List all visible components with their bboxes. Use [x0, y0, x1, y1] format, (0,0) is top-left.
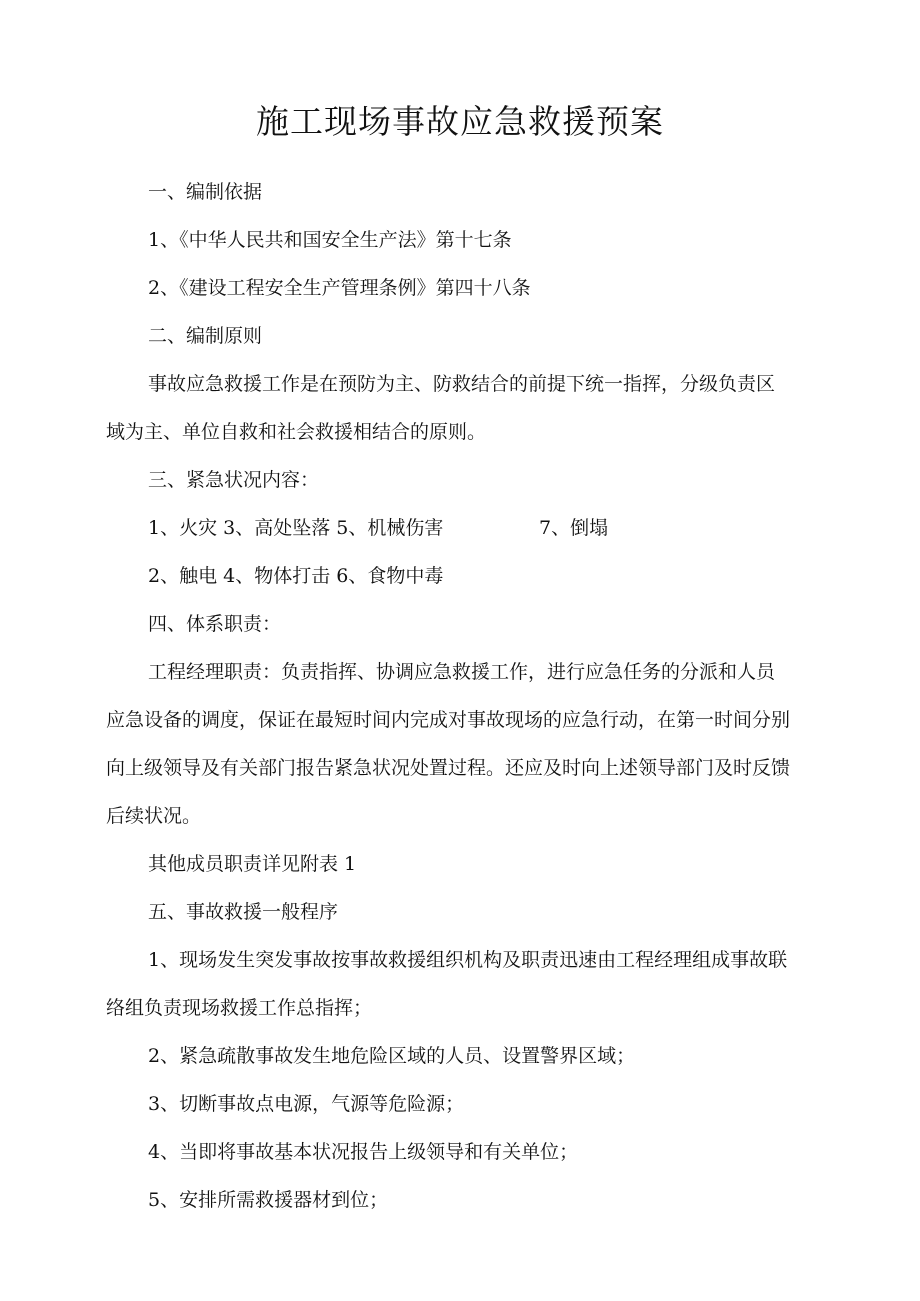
- duty-para-line-4: 后续状况。: [106, 805, 202, 827]
- procedure-item-5: 5、安排所需救援器材到位；: [148, 1189, 389, 1211]
- section-4-heading: 四、体系职责：: [148, 613, 282, 635]
- section-5-heading: 五、事故救援一般程序: [148, 901, 339, 923]
- duty-para-line-1: 工程经理职责：负责指挥、协调应急救援工作，进行应急任务的分派和人员: [148, 661, 776, 683]
- procedure-item-2: 2、紧急疏散事故发生地危险区域的人员、设置警界区域；: [148, 1045, 636, 1067]
- document-title: 施工现场事故应急救援预案: [256, 102, 664, 141]
- procedure-item-1-line-2: 络组负责现场救援工作总指挥；: [106, 997, 373, 1019]
- duty-para-line-2: 应急设备的调度，保证在最短时间内完成对事故现场的应急行动，在第一时间分别: [106, 709, 791, 731]
- basis-item-1: 1、《中华人民共和国安全生产法》第十七条: [148, 229, 512, 251]
- procedure-item-3: 3、切断事故点电源，气源等危险源；: [148, 1093, 465, 1115]
- principle-para-line-2: 域为主、单位自救和社会救援相结合的原则。: [106, 421, 487, 443]
- emergency-row-1-right: 7、倒塌: [539, 517, 609, 539]
- basis-item-2: 2、《建设工程安全生产管理条例》第四十八条: [148, 277, 531, 299]
- section-3-heading: 三、紧急状况内容：: [148, 469, 320, 491]
- section-1-heading: 一、编制依据: [148, 181, 263, 203]
- other-members-note: 其他成员职责详见附表 1: [148, 853, 357, 875]
- duty-para-line-3: 向上级领导及有关部门报告紧急状况处置过程。还应及时向上述领导部门及时反馈: [106, 757, 791, 779]
- emergency-row-1-left: 1、火灾 3、高处坠落 5、机械伤害: [148, 517, 444, 539]
- section-2-heading: 二、编制原则: [148, 325, 263, 347]
- emergency-row-2: 2、触电 4、物体打击 6、食物中毒: [148, 565, 444, 587]
- principle-para-line-1: 事故应急救援工作是在预防为主、防救结合的前提下统一指挥，分级负责区: [148, 373, 776, 395]
- procedure-item-4: 4、当即将事故基本状况报告上级领导和有关单位；: [148, 1141, 579, 1163]
- procedure-item-1-line-1: 1、现场发生突发事故按事故救援组织机构及职责迅速由工程经理组成事故联: [148, 949, 788, 971]
